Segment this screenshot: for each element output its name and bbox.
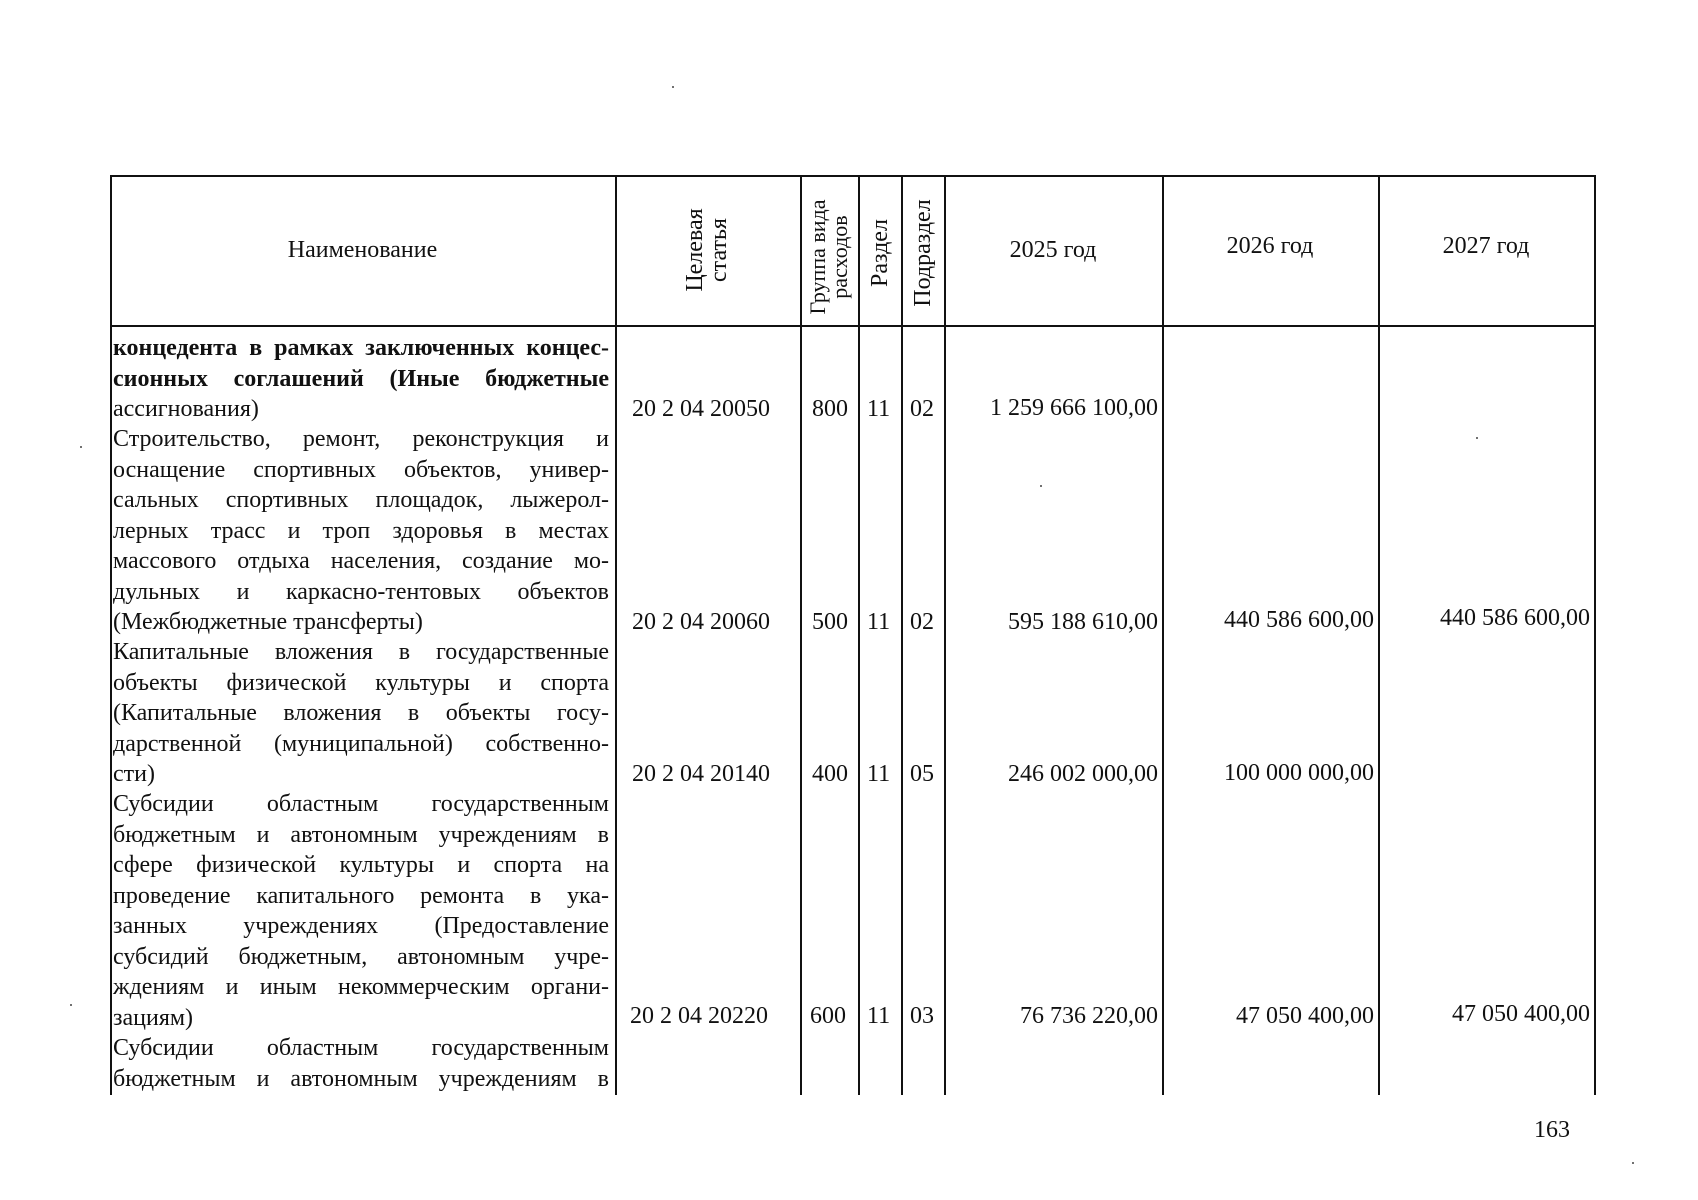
row-name-line: субсидий бюджетным, автономным учре- <box>113 943 609 970</box>
row-section: 11 <box>867 761 891 787</box>
row-name-line: занных учреждениях (Предоставление <box>113 913 609 939</box>
column-divider <box>615 175 617 1095</box>
row-name-line: сти) <box>113 761 155 787</box>
row-name-line: дульных и каркасно-тентовых объектов <box>113 578 609 605</box>
header-section: Раздел <box>867 219 893 287</box>
scan-speck <box>80 446 82 448</box>
row-name <box>113 789 609 1033</box>
row-section: 11 <box>867 609 891 635</box>
row-amount-2026: 47 050 400,00 <box>1236 1003 1374 1029</box>
row-name-line: сфере физической культуры и спорта на <box>113 852 609 878</box>
scan-speck <box>1476 437 1478 439</box>
column-divider <box>858 175 860 1095</box>
page-number: 163 <box>1534 1117 1570 1143</box>
row-target-article: 20 2 04 20050 <box>632 396 770 422</box>
row-target-article: 20 2 04 20140 <box>632 761 770 787</box>
row-name-line: Субсидии областным государственным <box>113 791 609 817</box>
row-name <box>113 1033 609 1094</box>
row-amount-2027: 47 050 400,00 <box>1452 1001 1590 1027</box>
table-border-right <box>1594 175 1596 1095</box>
header-subsection: Подраздел <box>910 199 936 307</box>
row-name-line: дарственной (муниципальной) собственно- <box>113 730 609 757</box>
budget-table <box>110 175 1594 1095</box>
row-name-line: бюджетным и автономным учреждениям в <box>113 1065 609 1092</box>
row-target-article: 20 2 04 20220 <box>630 1003 768 1029</box>
header-name: Наименование <box>287 236 438 263</box>
row-name <box>113 333 609 425</box>
row-name-line: концедента в рамках заключенных концес- <box>113 335 609 361</box>
row-name-line: сальных спортивных площадок, лыжерол- <box>113 487 609 513</box>
row-name-line: Строительство, ремонт, реконструкция и <box>113 426 609 452</box>
row-name-line: ассигнования) <box>113 396 259 422</box>
row-amount-2025: 595 188 610,00 <box>1008 609 1158 635</box>
row-name-line: сионных соглашений (Иные бюджетные <box>113 365 609 392</box>
row-expense-group: 600 <box>810 1003 846 1029</box>
row-section: 11 <box>867 1003 891 1029</box>
row-name-line: (Капитальные вложения в объекты госу- <box>113 700 609 726</box>
row-target-article: 20 2 04 20060 <box>632 609 770 635</box>
row-expense-group: 800 <box>812 396 848 422</box>
row-expense-group: 400 <box>812 761 848 787</box>
scan-speck <box>70 1004 72 1006</box>
row-section: 11 <box>867 396 891 422</box>
row-name-line: лерных трасс и троп здоровья в местах <box>113 517 609 544</box>
row-amount-2026: 440 586 600,00 <box>1224 607 1374 633</box>
row-name-line: Капитальные вложения в государственные <box>113 639 609 665</box>
row-name-line: массового отдыха населения, создание мо- <box>113 548 609 574</box>
row-expense-group: 500 <box>812 609 848 635</box>
row-name-line: Субсидии областным государственным <box>113 1035 609 1061</box>
row-name-line: оснащение спортивных объектов, универ- <box>113 456 609 483</box>
header-year-2027: 2027 год <box>1442 232 1530 259</box>
row-subsection: 02 <box>910 396 934 422</box>
row-name-line: зациям) <box>113 1004 194 1031</box>
header-expense-group: Группа вида расходов <box>805 199 852 315</box>
column-divider <box>800 175 802 1095</box>
header-target-article: Целевая статья <box>682 208 732 292</box>
row-name <box>113 637 609 790</box>
row-amount-2025: 76 736 220,00 <box>1020 1003 1158 1029</box>
scan-speck <box>672 86 674 88</box>
row-name-line: объекты физической культуры и спорта <box>113 669 609 696</box>
row-subsection: 03 <box>910 1003 934 1029</box>
row-name-line: проведение капитального ремонта в ука- <box>113 882 609 909</box>
row-amount-2025: 1 259 666 100,00 <box>990 395 1158 421</box>
column-divider <box>901 175 903 1095</box>
row-name-line: ждениям и иным некоммерческим органи- <box>113 974 609 1000</box>
row-amount-2027: 440 586 600,00 <box>1440 605 1590 631</box>
row-name-line: бюджетным и автономным учреждениям в <box>113 821 609 848</box>
row-amount-2025: 246 002 000,00 <box>1008 761 1158 787</box>
row-subsection: 05 <box>910 761 934 787</box>
scan-speck <box>1040 485 1042 487</box>
row-name <box>113 424 609 638</box>
header-year-2026: 2026 год <box>1226 232 1314 259</box>
row-subsection: 02 <box>910 609 934 635</box>
header-year-2025: 2025 год <box>1009 236 1097 263</box>
header-bottom-border <box>110 325 1594 327</box>
row-name-line: (Межбюджетные трансферты) <box>113 609 423 635</box>
scan-speck <box>1632 1162 1634 1164</box>
row-amount-2026: 100 000 000,00 <box>1224 760 1374 786</box>
